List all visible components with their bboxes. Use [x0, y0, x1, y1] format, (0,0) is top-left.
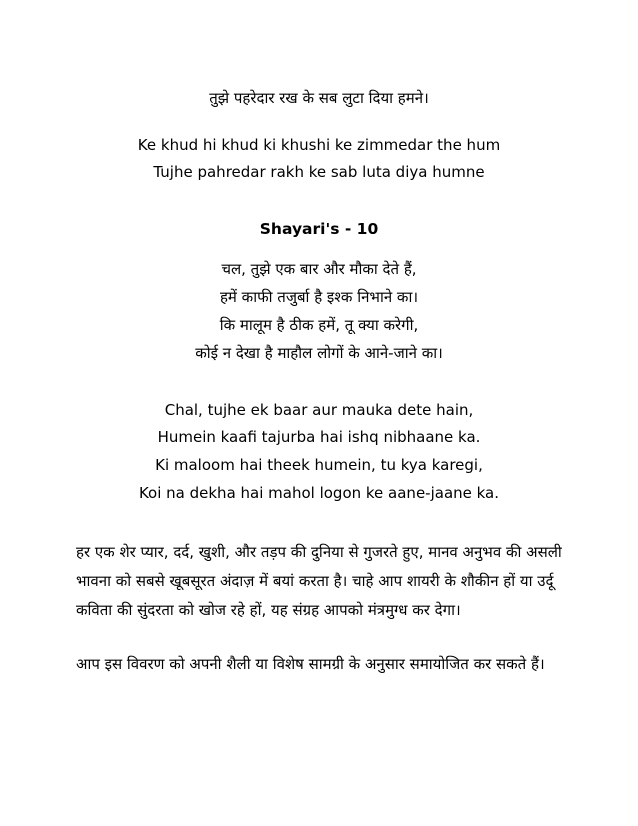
section-heading: Shayari's - 10	[259, 220, 379, 238]
roman-couplet-line-2: Tujhe pahredar rakh ke sab luta diya humne	[153, 163, 485, 181]
description-paragraph: हर एक शेर प्यार, दर्द, खुशी, और तड़प की दुनिया से गुजरते हुए, मानव अनुभव की असली भावना को सबसे खूबसूरत अंदाज़ में बयां करता है। चाहे आप शायरी के शौकीन हों या उर्दू कविता की सुंदरता को खोज रहे हों, यह संग्रह आपको मंत्रमुग्ध कर देगा।	[76, 543, 562, 619]
hindi-stanza-line-3: कि मालूम है ठीक हमें, तू क्या करेगी,	[219, 316, 419, 334]
top-hindi-line: तुझे पहरेदार रख के सब लुटा दिया हमने।	[209, 89, 429, 107]
roman-stanza-line-2: Humein kaafi tajurba hai ishq nibhaane ka.	[157, 428, 481, 446]
roman-couplet-line-1: Ke khud hi khud ki khushi ke zimmedar the hum	[137, 136, 501, 154]
hindi-stanza-line-2: हमें काफी तजुर्बा है इश्क निभाने का।	[219, 288, 419, 306]
hindi-stanza-line-1: चल, तुझे एक बार और मौका देते हैं,	[221, 260, 417, 278]
hindi-stanza-line-4: कोई न देखा है माहौल लोगों के आने-जाने का।	[195, 344, 443, 362]
roman-stanza-line-4: Koi na dekha hai mahol logon ke aane-jaane ka.	[138, 484, 500, 502]
customization-paragraph: आप इस विवरण को अपनी शैली या विशेष सामग्री के अनुसार समायोजित कर सकते हैं।	[76, 655, 545, 673]
roman-stanza-line-1: Chal, tujhe ek baar aur mauka dete hain,	[164, 401, 474, 419]
roman-stanza-line-3: Ki maloom hai theek humein, tu kya karegi,	[155, 456, 483, 474]
